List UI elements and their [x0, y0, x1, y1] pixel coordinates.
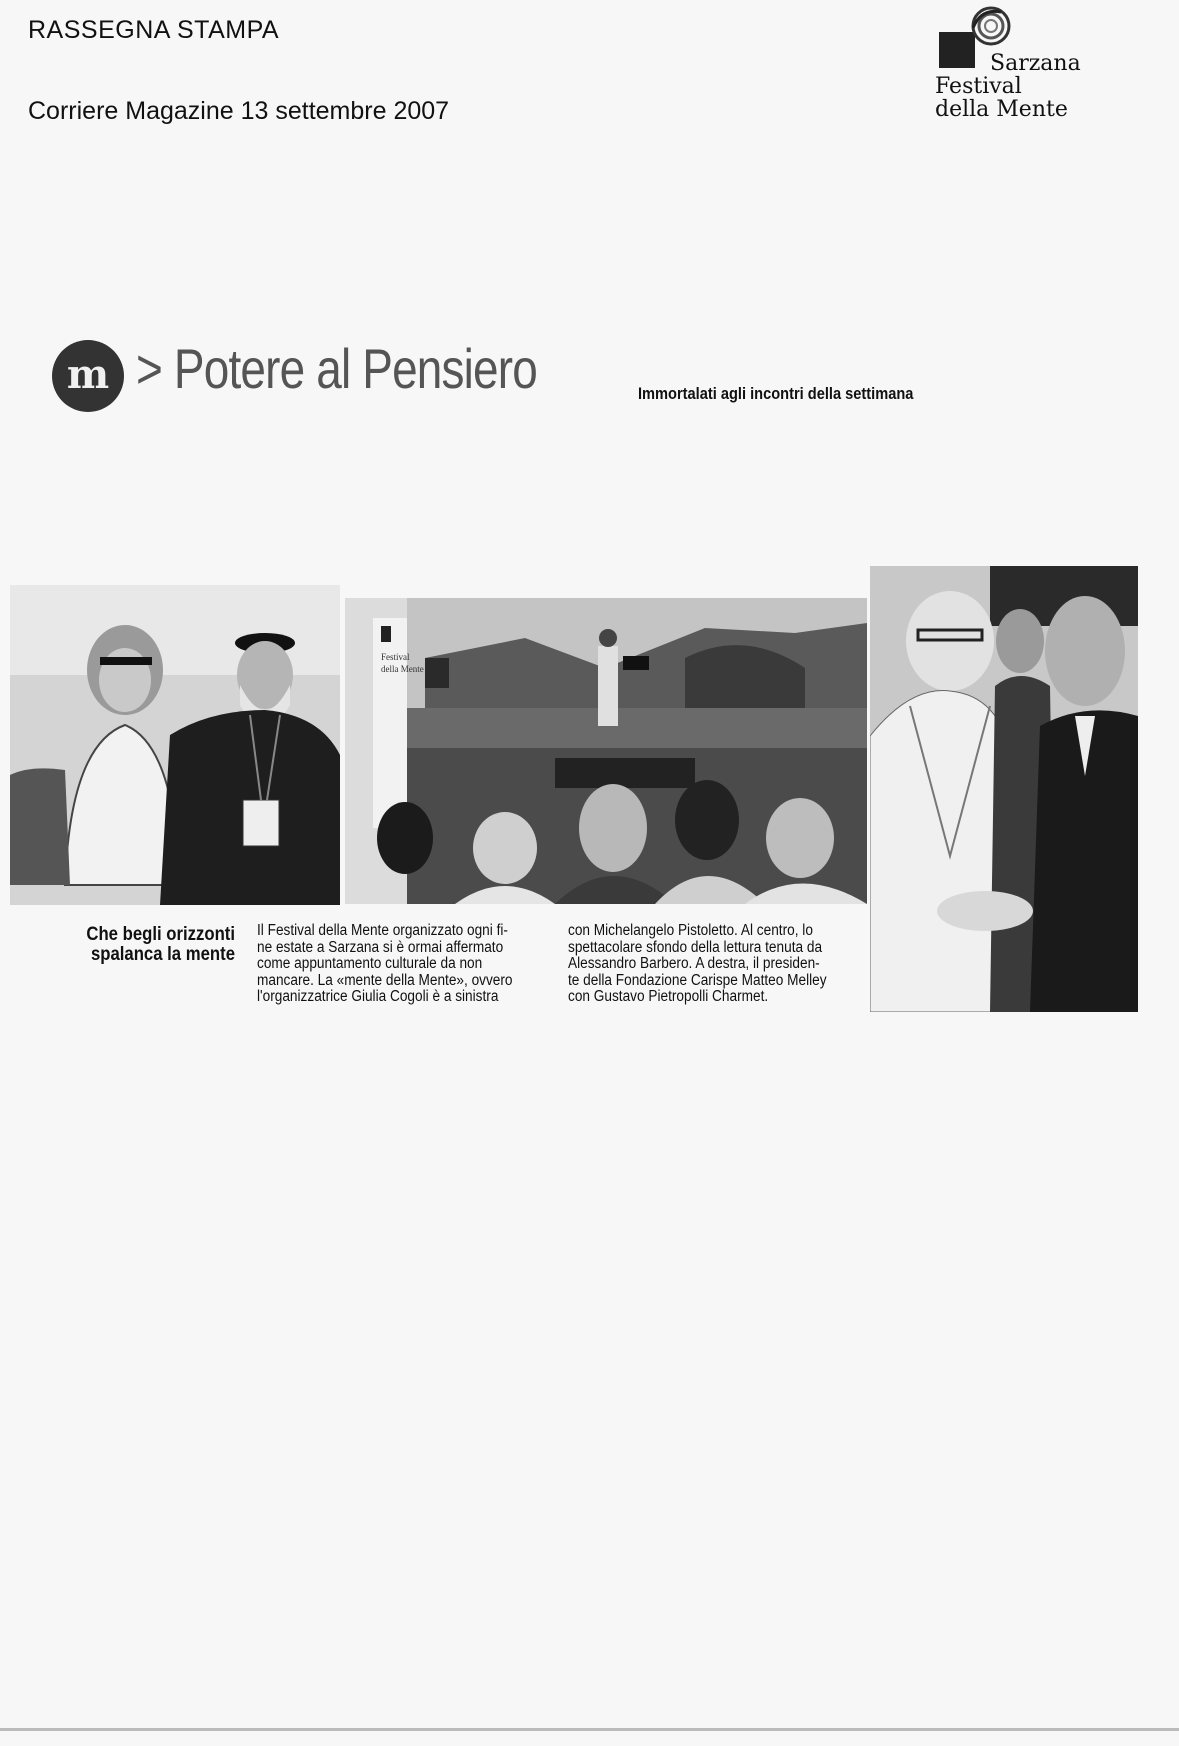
column-2-line: Alessandro Barbero. A destra, il presiden- [568, 955, 820, 973]
column-1-line: ne estate a Sarzana si è ormai affermato [257, 938, 504, 956]
article-column-2 [568, 923, 854, 1006]
logo-text-sarzana: Sarzana [990, 51, 1081, 76]
photo-melley-charmet [870, 566, 1138, 1012]
headline-line-2: spalanca la mente [90, 944, 235, 965]
headline-line-1: Che begli orizzonti [86, 924, 235, 945]
column-1-line: Il Festival della Mente organizzato ogni fi- [257, 922, 508, 939]
photo-men-illustration [870, 566, 1138, 1012]
article-headline [55, 925, 235, 965]
festival-logo [935, 4, 1095, 124]
column-2-line: con Michelangelo Pistoletto. Al centro, lo [568, 922, 813, 939]
article-column-1 [257, 923, 545, 1006]
column-2-line: te della Fondazione Carispe Matteo Melley [568, 971, 827, 989]
section-title: > Potere al Pensiero [136, 337, 537, 400]
sign-della-mente-text: della Mente [381, 664, 424, 674]
photo-people-illustration [10, 585, 340, 905]
page-bottom-edge [0, 1728, 1179, 1731]
logo-text-della-mente: della Mente [935, 97, 1068, 122]
magazine-m-badge: m [52, 340, 124, 412]
column-2-line: con Gustavo Pietropolli Charmet. [568, 988, 769, 1006]
header-title: RASSEGNA STAMPA [28, 16, 280, 44]
publication-line: Corriere Magazine 13 settembre 2007 [28, 97, 450, 125]
column-1-line: mancare. La «mente della Mente», ovvero [257, 971, 513, 989]
sign-festival-text: Festival [381, 652, 410, 662]
column-1-line: l'organizzatrice Giulia Cogoli è a sinistra [257, 988, 499, 1006]
column-2-line: spettacolare sfondo della lettura tenuta da [568, 938, 823, 956]
photo-barbero-reading [345, 598, 867, 904]
column-1-line: come appuntamento culturale da non [257, 955, 483, 973]
photo-scene-illustration [345, 598, 867, 904]
section-subtitle: Immortalati agli incontri della settimana [638, 384, 914, 403]
logo-text-festival: Festival [935, 74, 1022, 99]
photo-cogoli-pistoletto [10, 585, 340, 905]
